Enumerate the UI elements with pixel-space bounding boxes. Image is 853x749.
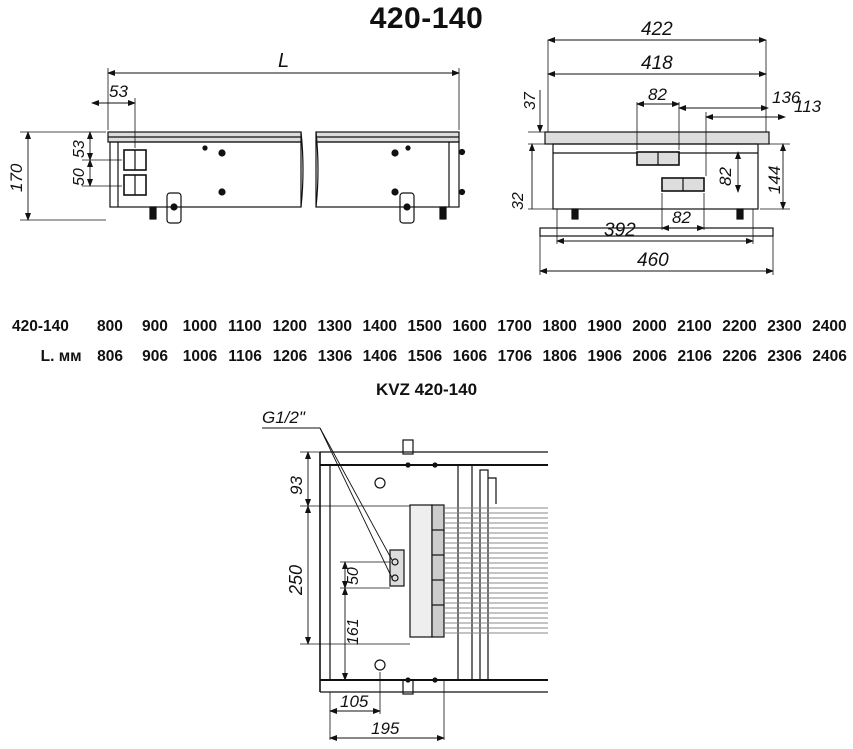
- length-cell: 2406: [812, 348, 847, 365]
- dim-50-plan: 50: [345, 567, 362, 585]
- model-cell: 900: [141, 318, 168, 335]
- length-cell: 1706: [497, 348, 533, 365]
- model-cell: 1700: [497, 318, 532, 335]
- dim-82-top: 82: [648, 85, 667, 104]
- plan-view-title: KVZ 420-140: [375, 380, 478, 399]
- length-cell: 2106: [677, 348, 712, 365]
- model-cell: 1600: [452, 318, 487, 335]
- model-cell: 2400: [812, 318, 847, 335]
- model-cell: 1500: [407, 318, 442, 335]
- length-cell: 1306: [317, 348, 353, 365]
- dim-144: 144: [765, 165, 784, 194]
- dim-113: 113: [794, 97, 822, 116]
- drawing-title: 420-140: [369, 2, 484, 35]
- model-cell: 800: [96, 318, 123, 335]
- length-cell: 2206: [722, 348, 757, 365]
- length-cell: 1906: [587, 348, 622, 365]
- length-row-label: L. мм: [40, 348, 82, 365]
- length-cell: 806: [97, 348, 124, 365]
- dim-195: 195: [371, 719, 400, 738]
- length-cell: 1806: [542, 348, 578, 365]
- model-cell: 1400: [362, 318, 397, 335]
- dim-32: 32: [510, 192, 527, 210]
- dim-L: L: [278, 50, 290, 72]
- dim-136: 136: [772, 88, 801, 107]
- length-cell: 1506: [407, 348, 443, 365]
- dim-161: 161: [345, 618, 362, 645]
- dim-392: 392: [604, 220, 636, 241]
- length-cell: 1106: [228, 348, 262, 365]
- model-cell: 1300: [317, 318, 352, 335]
- model-cell: 2100: [677, 318, 712, 335]
- length-cell: 1606: [452, 348, 488, 365]
- dim-53-top: 53: [109, 82, 128, 101]
- dim-82-side: 82: [716, 167, 735, 186]
- length-cell: 1006: [182, 348, 218, 365]
- body-right: [316, 142, 459, 207]
- dim-170: 170: [7, 163, 26, 192]
- dim-53-side: 53: [71, 140, 88, 158]
- thread-label: G1/2": [262, 408, 305, 427]
- dim-50: 50: [71, 168, 88, 186]
- dim-250: 250: [286, 564, 306, 595]
- model-cell: 1100: [228, 318, 262, 335]
- dim-105: 105: [340, 692, 369, 711]
- dim-82-bottom: 82: [672, 208, 691, 227]
- model-cell: 2000: [632, 318, 667, 335]
- model-cell: 1000: [182, 318, 218, 335]
- size-table-length-row: [12, 348, 852, 366]
- model-cell: 2300: [767, 318, 802, 335]
- length-cell: 1406: [362, 348, 398, 365]
- dim-460: 460: [637, 250, 669, 271]
- model-cell: 1200: [272, 318, 308, 335]
- length-cell: 2306: [767, 348, 802, 365]
- length-cell: 906: [142, 348, 169, 365]
- dim-93: 93: [287, 476, 306, 495]
- model-cell: 1900: [587, 318, 622, 335]
- model-row-label: 420-140: [12, 318, 69, 335]
- model-cell: 2200: [722, 318, 757, 335]
- dim-422: 422: [641, 19, 673, 40]
- model-cell: 1800: [542, 318, 577, 335]
- length-cell: 1206: [272, 348, 308, 365]
- end-view: [528, 40, 790, 275]
- dim-37: 37: [522, 92, 539, 110]
- size-table-model-row: [12, 318, 852, 336]
- dim-418: 418: [641, 53, 673, 74]
- length-cell: 2006: [632, 348, 667, 365]
